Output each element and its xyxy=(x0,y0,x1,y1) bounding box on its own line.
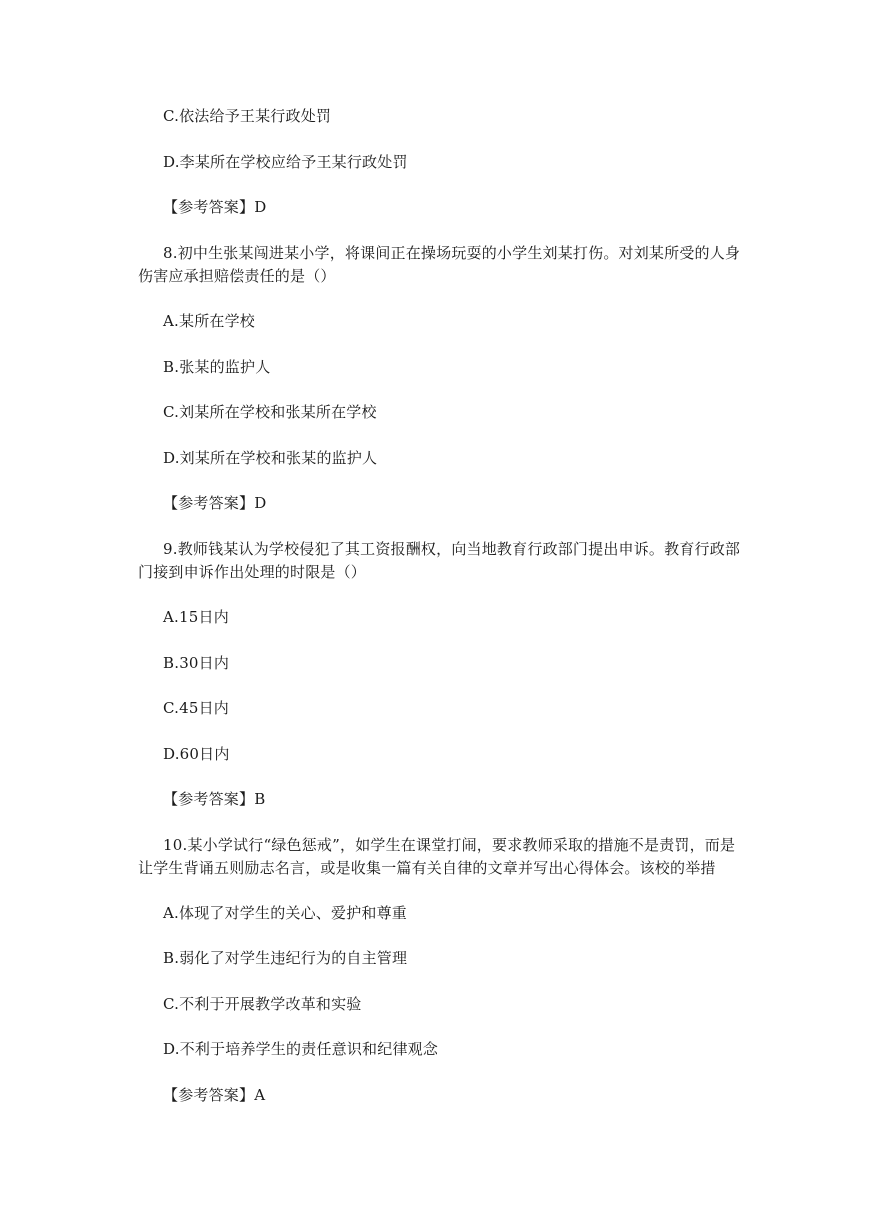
option-d-q8: D.刘某所在学校和张某的监护人 xyxy=(163,449,378,467)
option-c-q9: C.45日内 xyxy=(163,699,229,717)
option-d-q7: D.李某所在学校应给予王某行政处罚 xyxy=(163,153,408,171)
question-10-line-2: 让学生背诵五则励志名言，或是收集一篇有关自律的文章并写出心得体会。该校的举措 xyxy=(138,859,716,877)
option-b-q9: B.30日内 xyxy=(163,654,230,672)
option-d-q10: D.不利于培养学生的责任意识和纪律观念 xyxy=(163,1040,439,1058)
answer-q8: 【参考答案】D xyxy=(163,494,267,512)
question-10-line-1: 10.某小学试行“绿色惩戒”，如学生在课堂打闹，要求教师采取的措施不是责罚，而是 xyxy=(163,836,736,854)
option-c-q10: C.不利于开展教学改革和实验 xyxy=(163,995,362,1013)
option-b-q8: B.张某的监护人 xyxy=(163,358,271,376)
option-a-q10: A.体现了对学生的关心、爱护和尊重 xyxy=(163,904,408,922)
question-9-line-1: 9.教师钱某认为学校侵犯了其工资报酬权，向当地教育行政部门提出申诉。教育行政部 xyxy=(163,540,741,558)
question-8-line-2: 伤害应承担赔偿责任的是（） xyxy=(138,267,336,285)
option-c-q8: C.刘某所在学校和张某所在学校 xyxy=(163,403,377,421)
answer-q7: 【参考答案】D xyxy=(163,198,267,216)
question-9-line-2: 门接到申诉作出处理的时限是（） xyxy=(138,563,367,581)
answer-q10: 【参考答案】A xyxy=(163,1086,266,1104)
option-b-q10: B.弱化了对学生违纪行为的自主管理 xyxy=(163,949,408,967)
answer-q9: 【参考答案】B xyxy=(163,790,266,808)
question-8-line-1: 8.初中生张某闯进某小学，将课间正在操场玩耍的小学生刘某打伤。对刘某所受的人身 xyxy=(163,244,741,262)
option-d-q9: D.60日内 xyxy=(163,745,230,763)
option-c-q7: C.依法给予王某行政处罚 xyxy=(163,107,332,125)
option-a-q8: A.某所在学校 xyxy=(163,312,256,330)
option-a-q9: A.15日内 xyxy=(163,608,229,626)
